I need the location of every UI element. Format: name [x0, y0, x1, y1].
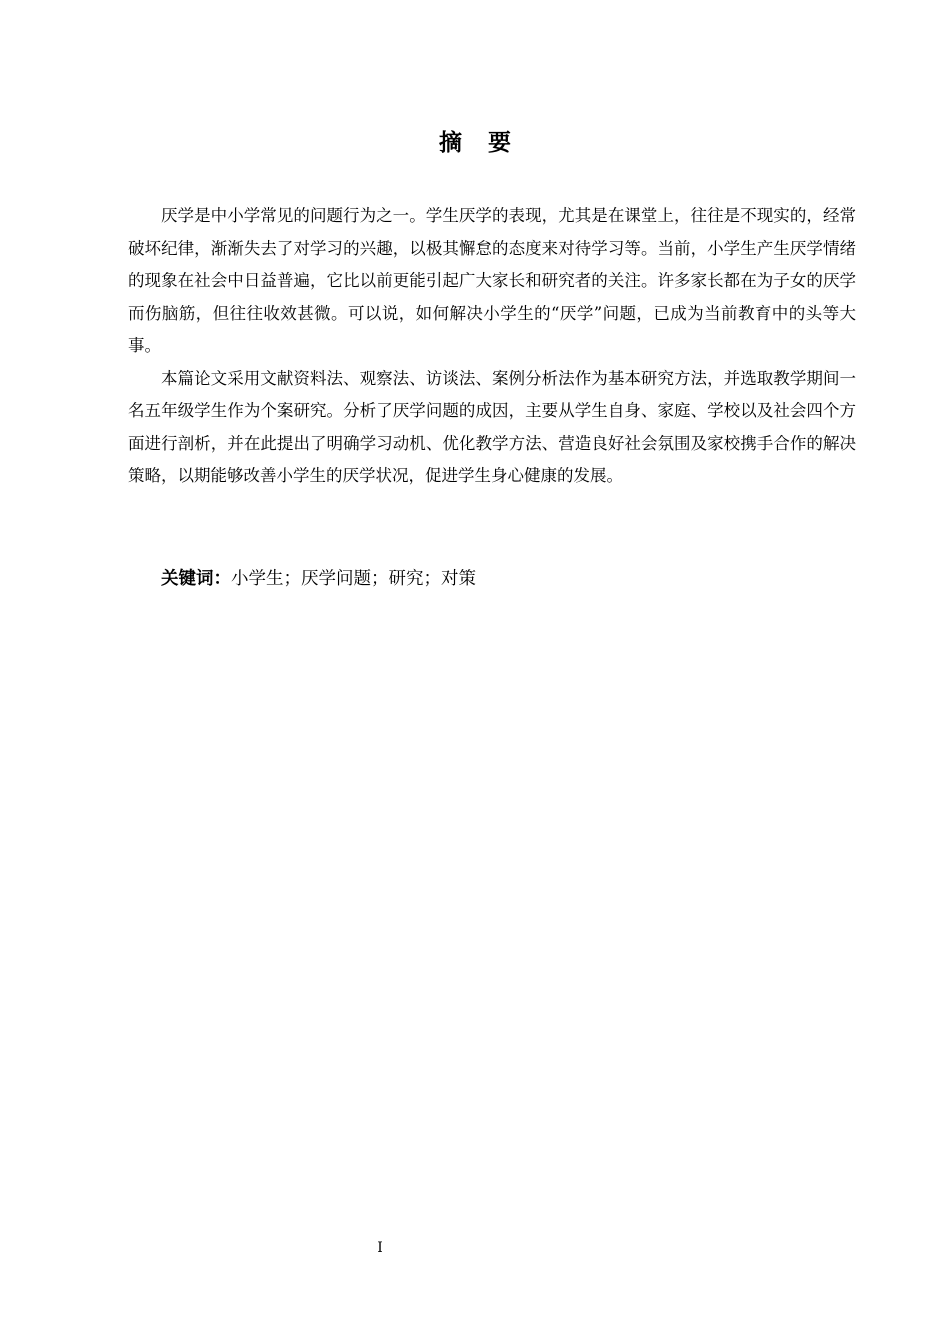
keywords-list: 小学生；厌学问题；研究；对策 — [231, 569, 476, 589]
abstract-paragraph-2: 本篇论文采用文献资料法、观察法、访谈法、案例分析法作为基本研究方法，并选取教学期间一名五年级学生作为个案研究。分析了厌学问题的成因，主要从学生自身、家庭、学校以及社会四个方面进行剖析，并在此提出了明确学习动机、优化教学方法、营造良好社会氛围及家校携手合作的解决策略，以期能够改善小学生的厌学状况，促进学生身心健康的发展。 — [128, 368, 856, 485]
abstract-body — [128, 200, 856, 493]
abstract-title: 摘要 — [439, 130, 537, 156]
abstract-paragraph-1: 厌学是中小学常见的问题行为之一。学生厌学的表现，尤其是在课堂上，往往是不现实的，经常破坏纪律，渐渐失去了对学习的兴趣，以极其懈怠的态度来对待学习等。当前，小学生产生厌学情绪的现象在社会中日益普遍，它比以前更能引起广大家长和研究者的关注。许多家长都在为子女的厌学而伤脑筋，但往往收效甚微。可以说，如何解决小学生的“厌学”问题，已成为当前教育中的头等大事。 — [128, 206, 856, 355]
keywords-line — [161, 564, 476, 594]
page-number: I — [377, 1240, 383, 1256]
keywords-label: 关键词： — [161, 569, 231, 589]
